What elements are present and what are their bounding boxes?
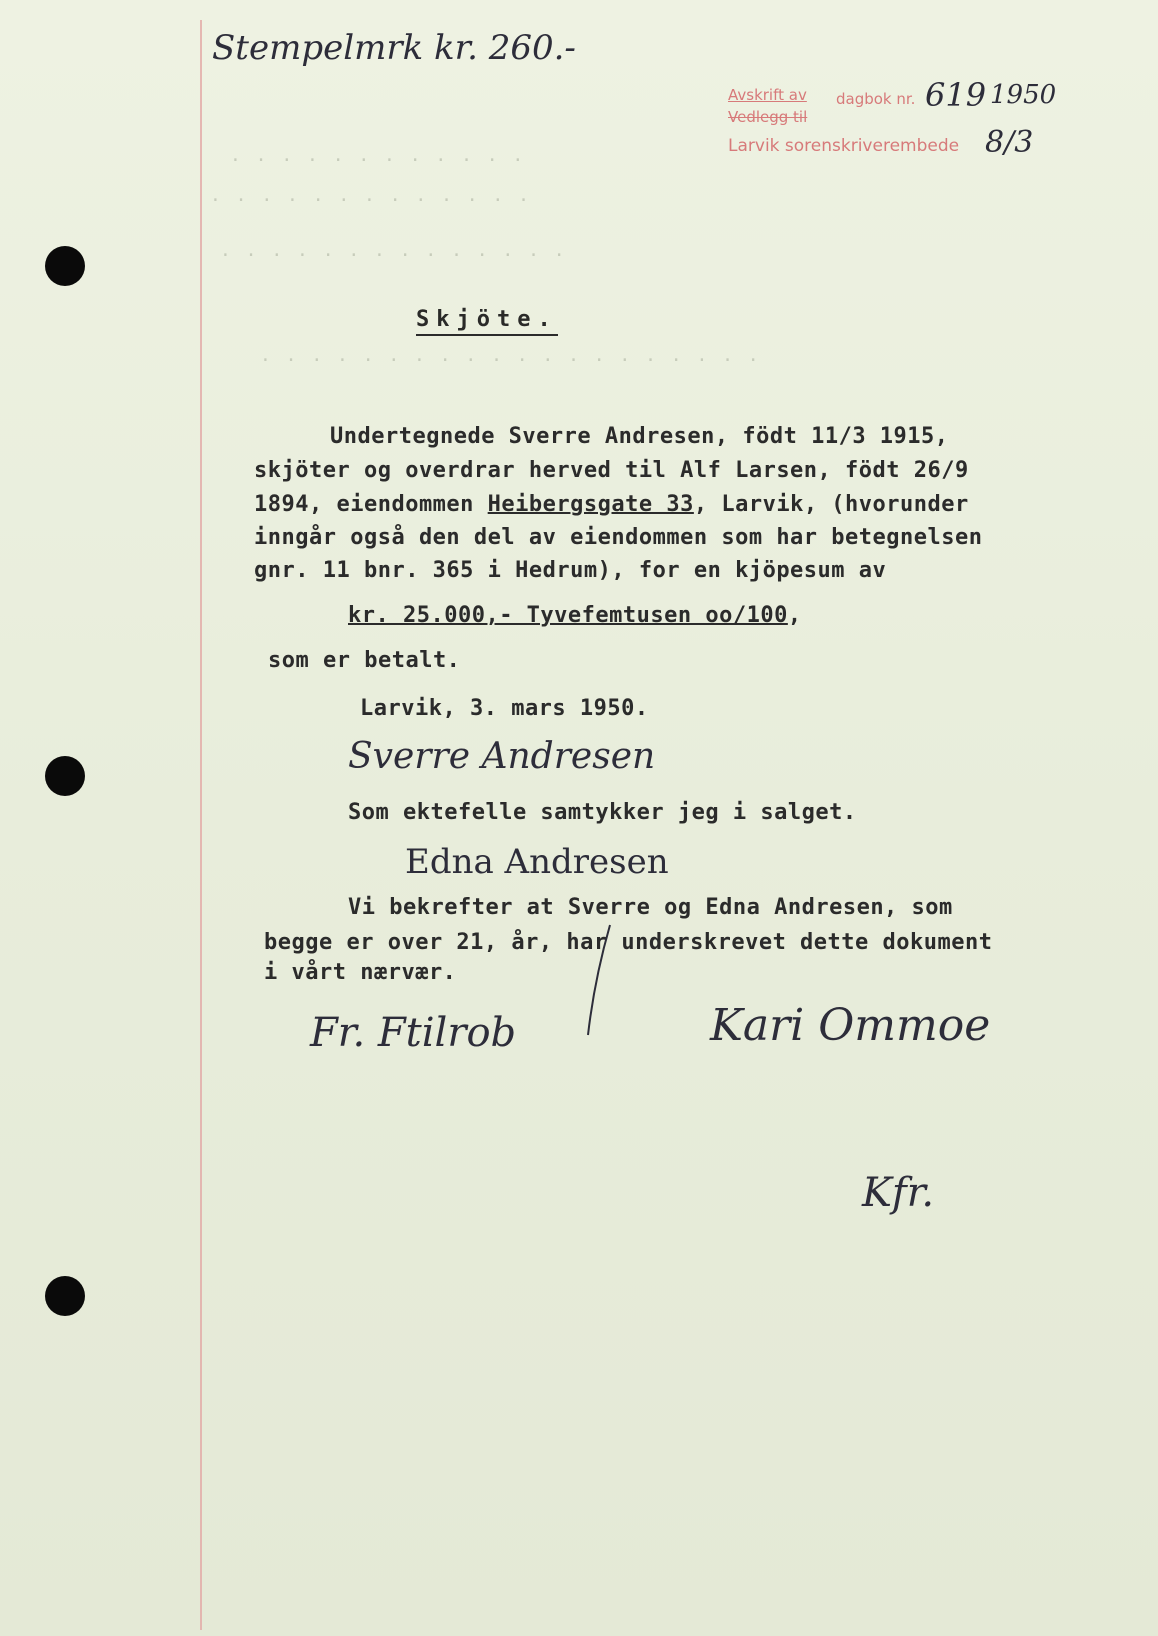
bleed-through: · · · · · · · · · · · · · [210,190,531,211]
bleed-through: · · · · · · · · · · · · · · · · · · · · [260,350,761,371]
signature-seller: Sverre Andresen [348,736,656,777]
stamp-line1-struck: Vedlegg til [728,108,808,126]
spouse-consent: Som ektefelle samtykker jeg i salget. [348,800,857,825]
stamp-year: 1950 [990,80,1057,110]
purchase-amount: kr. 25.000,- Tyvefemtusen oo/100, [348,603,802,628]
witness-line-3: i vårt nærvær. [264,960,457,985]
signature-witness-2: Kari Ommoe [710,1000,991,1051]
bleed-through: · · · · · · · · · · · · [230,150,526,171]
document-title: Skjöte. [416,307,558,336]
stamp-fee-note: Stempelmrk kr. 260.- [212,28,576,68]
witness-line-2: begge er over 21, år, har underskrevet dette dokument [264,930,993,955]
signature-spouse: Edna Andresen [405,842,669,882]
stamp-court-office: Larvik sorenskriverembede [728,136,960,156]
signature-stroke [580,920,620,1040]
body-line-1: Undertegnede Sverre Andresen, födt 11/3 1915, [330,424,949,449]
stamp-line1-a: Avskrift av [728,86,807,104]
place-date: Larvik, 3. mars 1950. [360,696,649,721]
witness-line-1: Vi bekrefter at Sverre og Edna Andresen, som [348,895,953,920]
margin-line [200,20,202,1630]
signature-witness-1: Fr. Ftilrob [310,1010,517,1056]
body-line-3: 1894, eiendommen Heibergsgate 33, Larvik, (hvorunder [254,492,969,517]
stamp-dagbok-number: 619 [925,76,987,114]
paid-note: som er betalt. [268,648,461,673]
body-line-4: inngår også den del av eiendommen som har betegnelsen [254,525,983,550]
body-line-2: skjöter og overdrar herved til Alf Larsen, födt 26/9 [254,458,969,483]
stamp-line1-b: dagbok nr. [836,90,916,108]
stamp-date: 8/3 [985,125,1034,160]
punch-hole [45,756,85,796]
registrar-initials: Kfr. [862,1170,935,1216]
body-line-5: gnr. 11 bnr. 365 i Hedrum), for en kjöpesum av [254,558,887,583]
punch-hole [45,246,85,286]
punch-hole [45,1276,85,1316]
property-address: Heibergsgate 33 [487,492,694,517]
bleed-through: · · · · · · · · · · · · · · [220,245,567,266]
